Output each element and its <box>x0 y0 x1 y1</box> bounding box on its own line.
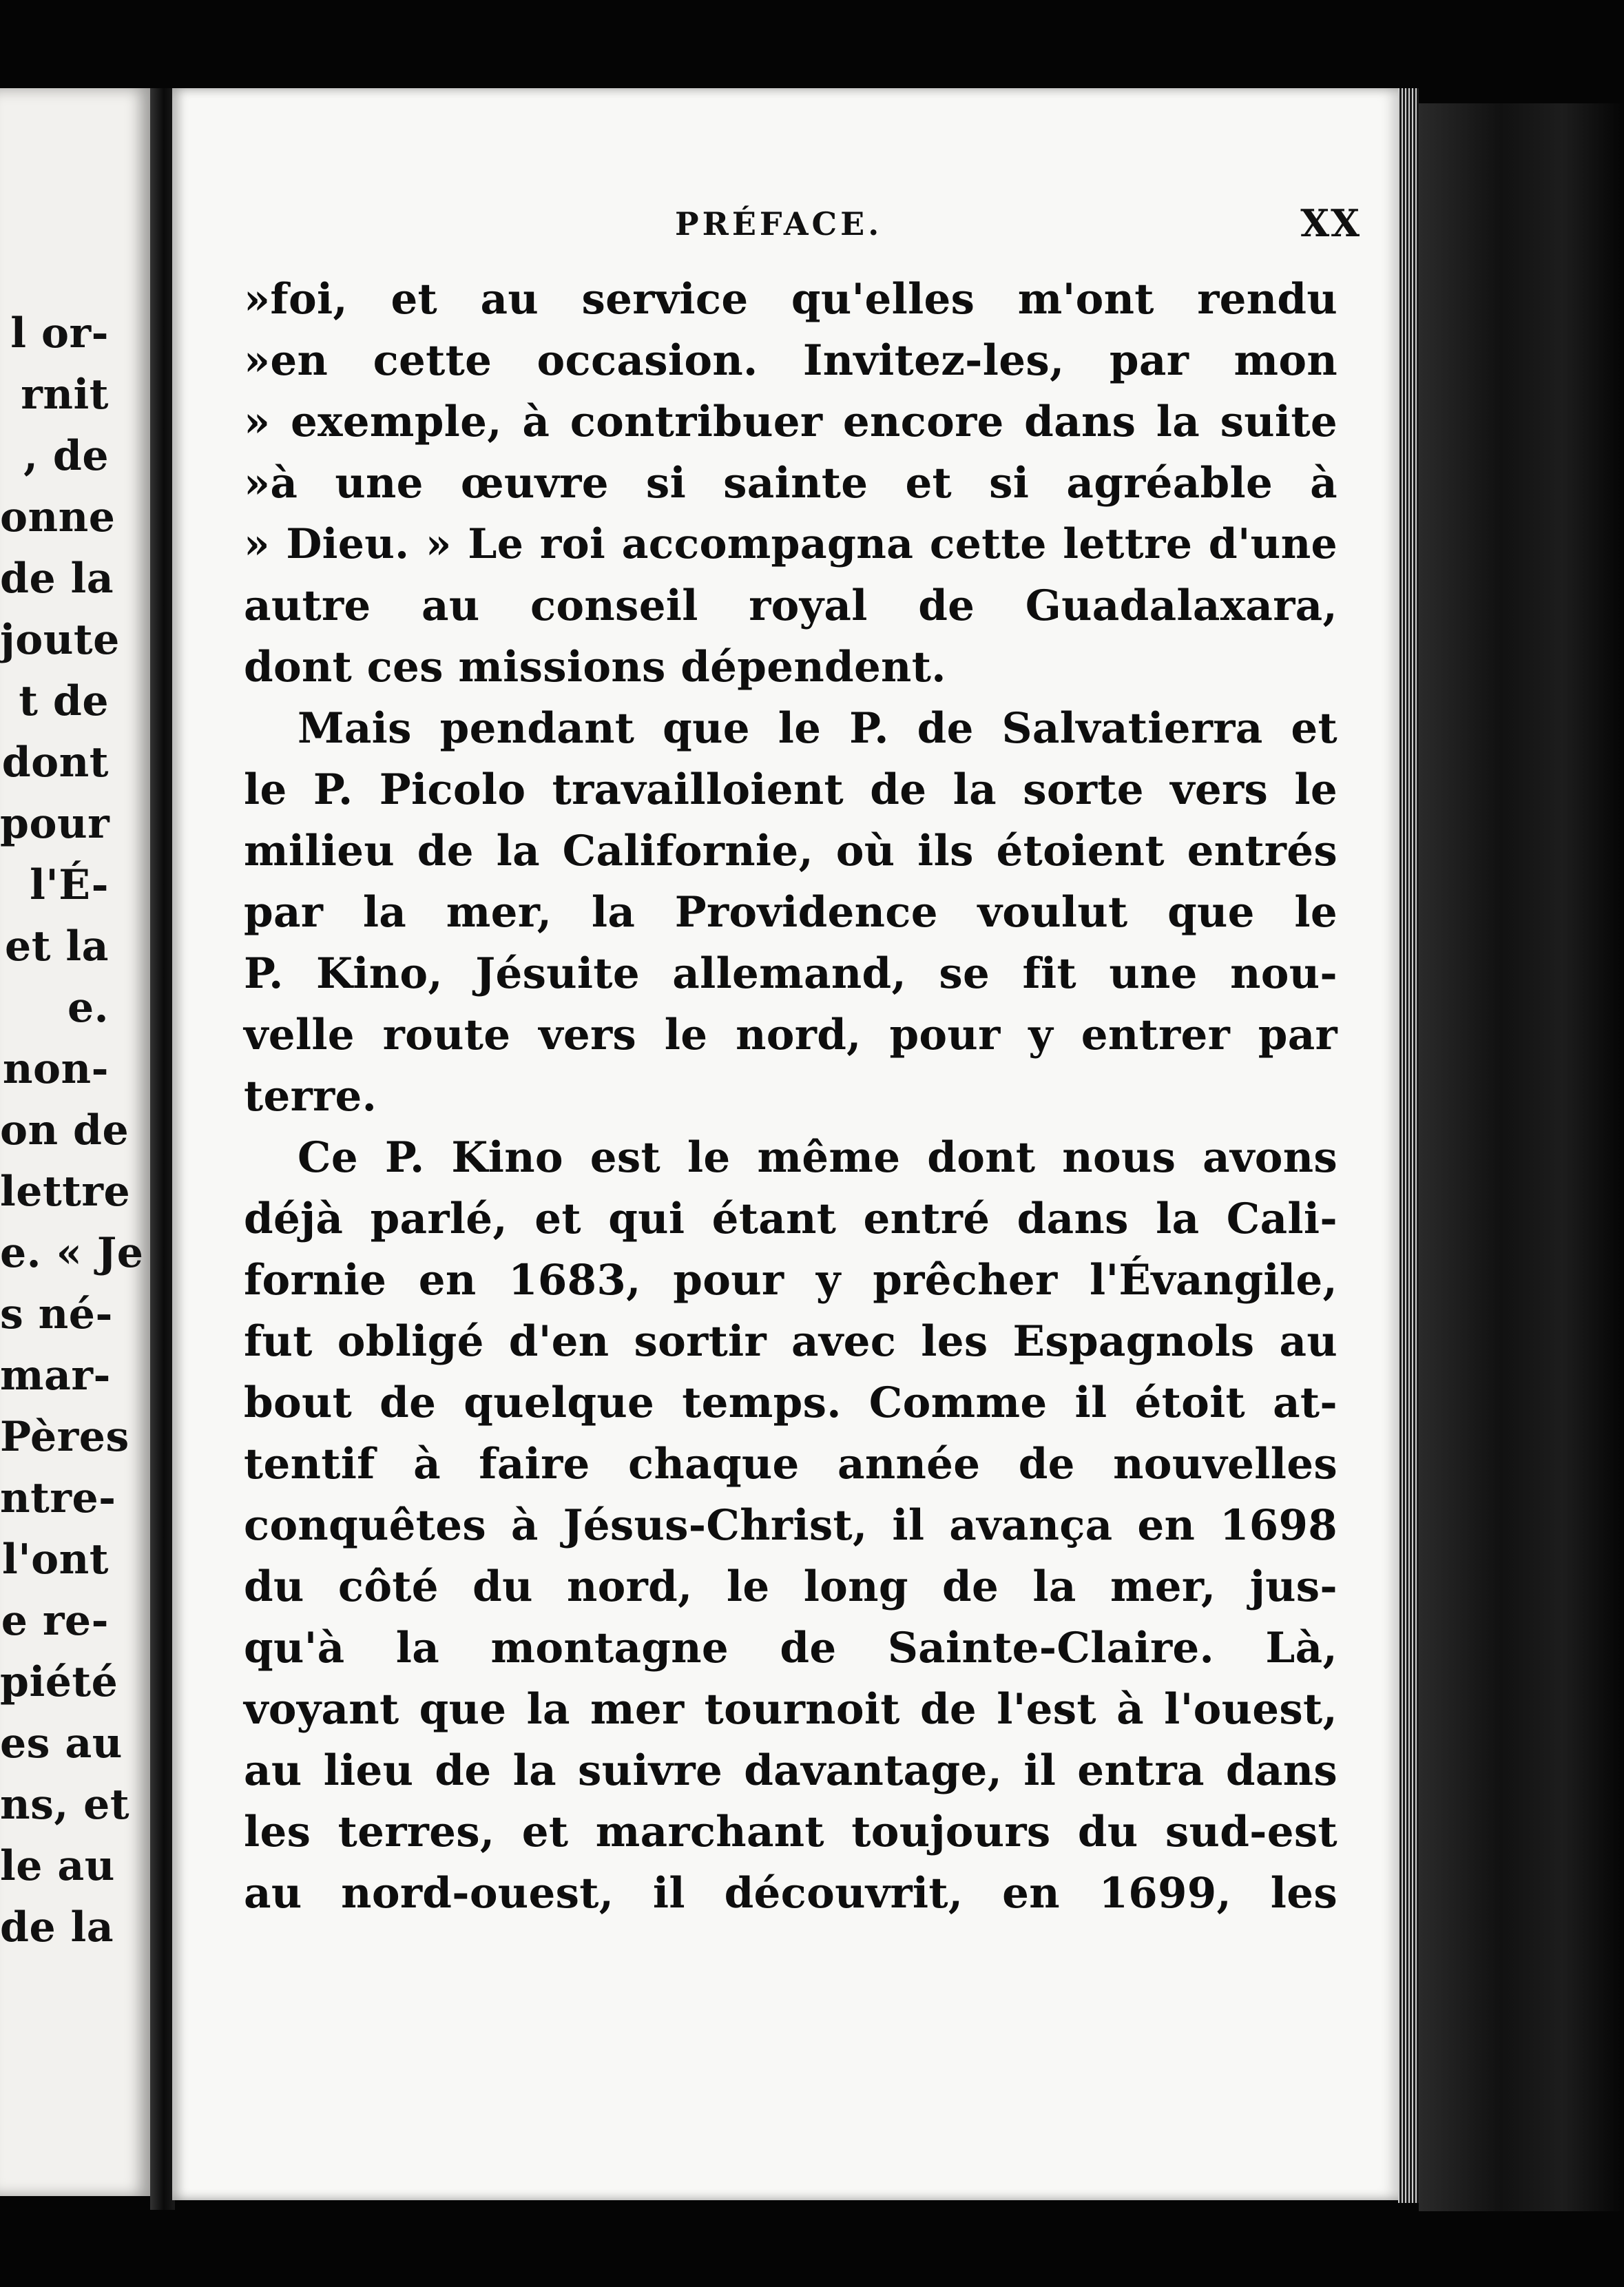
text-line: P. Kino, Jésuite allemand, se fit une nou- <box>244 949 1337 998</box>
left-page-fragment: joute <box>0 616 120 664</box>
left-page-fragment: s né- <box>0 1290 113 1338</box>
left-page-fragment: piété <box>0 1658 118 1706</box>
text-line: au lieu de la suivre davantage, il entra dans <box>244 1746 1337 1795</box>
left-page-fragment: de la <box>0 555 114 603</box>
left-page-fragment: pour <box>0 800 110 848</box>
left-page-fragment: ntre- <box>0 1474 116 1522</box>
running-head <box>172 201 1404 260</box>
text-line: » exemple, à contribuer encore dans la suite <box>244 397 1337 446</box>
left-page-fragment: onne <box>0 493 116 541</box>
text-line: par la mer, la Providence voulut que le <box>244 888 1337 937</box>
left-page-fragment: mar- <box>0 1352 111 1400</box>
text-line: »en cette occasion. Invitez-les, par mon <box>244 336 1337 385</box>
left-page-fragment: de la <box>0 1903 114 1952</box>
text-line: fornie en 1683, pour y prêcher l'Évangile, <box>244 1256 1337 1305</box>
text-line: Mais pendant que le P. de Salvatierra et <box>298 704 1337 753</box>
left-page-fragment: , de <box>23 432 109 480</box>
text-line: dont ces missions dépendent. <box>244 643 946 692</box>
text-line: déjà parlé, et qui étant entré dans la Cali- <box>244 1194 1337 1243</box>
book-gutter <box>150 88 175 2210</box>
text-line: du côté du nord, le long de la mer, jus- <box>244 1562 1337 1611</box>
text-line: milieu de la Californie, où ils étoient entrés <box>244 827 1337 876</box>
text-line: voyant que la mer tournoit de l'est à l'ouest, <box>244 1685 1337 1734</box>
left-page-fragment: e. <box>67 984 109 1032</box>
page-number: XX <box>1300 201 1361 245</box>
left-page-fragment: es au <box>0 1719 123 1768</box>
text-line: bout de quelque temps. Comme il étoit at- <box>244 1378 1337 1427</box>
text-line: terre. <box>244 1072 377 1121</box>
text-line: Ce P. Kino est le même dont nous avons <box>298 1133 1337 1182</box>
text-line: au nord-ouest, il découvrit, en 1699, les <box>244 1869 1337 1918</box>
left-page-fragment: Pères <box>0 1413 129 1461</box>
left-page-fragment: e. « Je <box>0 1229 144 1277</box>
left-page-fragment: l'ont <box>1 1535 109 1584</box>
text-line: autre au conseil royal de Guadalaxara, <box>244 581 1337 630</box>
left-page-fragment: lettre <box>0 1168 131 1216</box>
text-line: tentif à faire chaque année de nouvelles <box>244 1440 1337 1489</box>
main-page <box>172 88 1404 2200</box>
text-line: conquêtes à Jésus-Christ, il avança en 1698 <box>244 1501 1337 1550</box>
left-page-fragment: l or- <box>10 309 109 358</box>
text-line: qu'à la montagne de Sainte-Claire. Là, <box>244 1624 1337 1673</box>
left-page-fragment: t de <box>19 677 109 725</box>
left-page-fragment: l'É- <box>30 861 109 909</box>
left-page-fragment: on de <box>0 1106 129 1155</box>
left-page-fragment: e re- <box>1 1597 109 1645</box>
body-text <box>244 269 1337 1924</box>
left-page-fragment: le au <box>0 1842 115 1890</box>
text-line: velle route vers le nord, pour y entrer par <box>244 1011 1337 1059</box>
left-page <box>0 88 153 2196</box>
left-page-fragment: rnit <box>21 371 109 419</box>
left-page-text-fragments <box>0 303 144 1958</box>
text-line: le P. Picolo travailloient de la sorte vers le <box>244 765 1337 814</box>
left-page-fragment: non- <box>2 1045 109 1093</box>
running-title: PRÉFACE. <box>675 205 883 242</box>
book-block-edge <box>1419 103 1624 2211</box>
text-line: » Dieu. » Le roi accompagna cette lettre d'une <box>244 520 1337 568</box>
text-line: les terres, et marchant toujours du sud-est <box>244 1808 1337 1856</box>
left-page-fragment: dont <box>1 738 109 787</box>
left-page-fragment: et la <box>5 922 109 971</box>
page-edge <box>1398 88 1419 2203</box>
text-line: »à une œuvre si sainte et si agréable à <box>244 459 1337 508</box>
left-page-fragment: ns, et <box>0 1781 130 1829</box>
text-line: »foi, et au service qu'elles m'ont rendu <box>244 275 1337 324</box>
text-line: fut obligé d'en sortir avec les Espagnols au <box>244 1317 1337 1366</box>
